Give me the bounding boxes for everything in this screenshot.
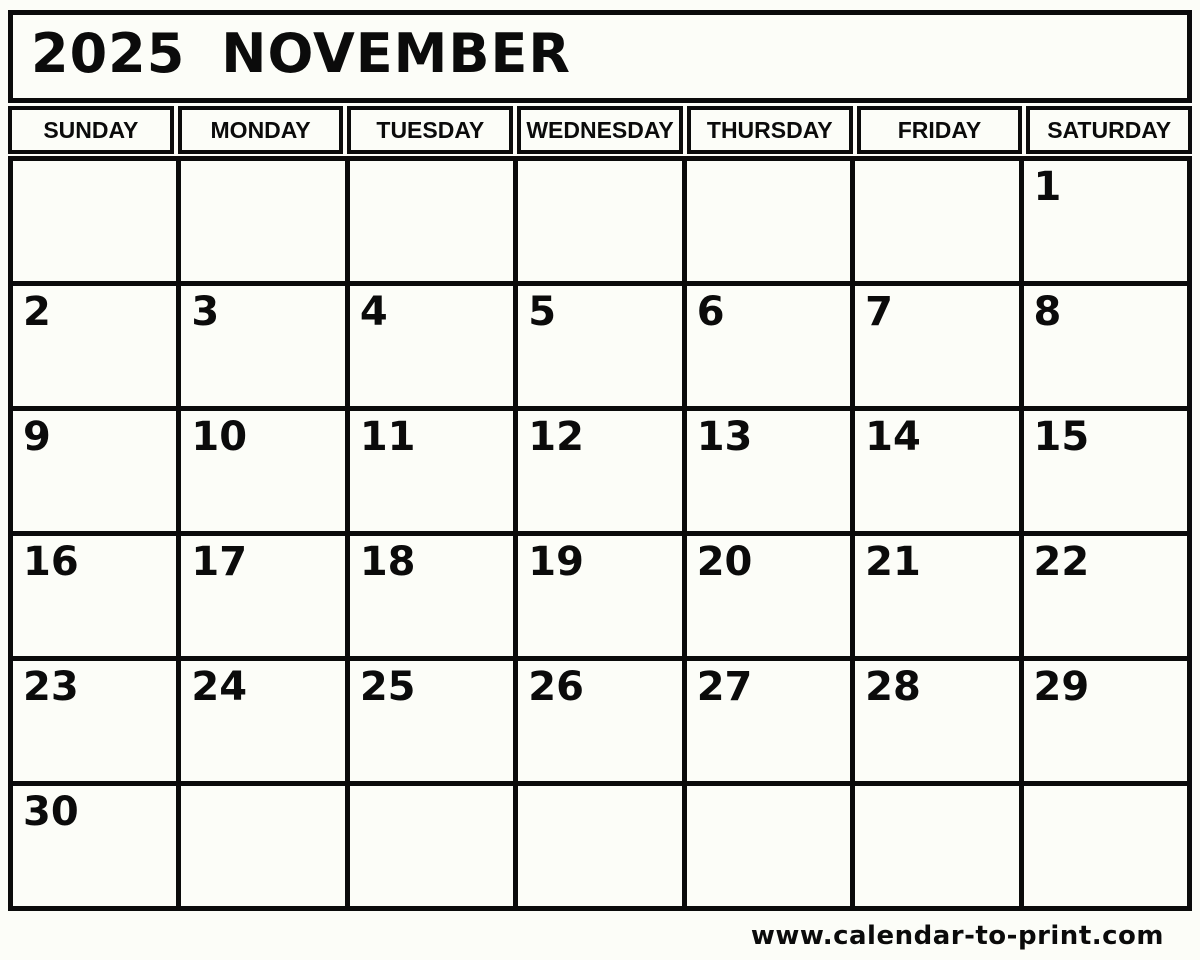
date-cell: 1	[1021, 159, 1189, 284]
date-cell: 8	[1021, 284, 1189, 409]
title-year: 2025	[31, 21, 186, 85]
calendar-title	[8, 10, 1192, 103]
date-cell: 25	[347, 659, 515, 784]
date-cell: 6	[684, 284, 852, 409]
week-row	[11, 159, 1190, 284]
date-cell: 19	[516, 534, 684, 659]
day-header-tuesday: TUESDAY	[347, 106, 513, 154]
date-cell: 17	[179, 534, 347, 659]
date-cell	[853, 159, 1021, 284]
website-url: www.calendar-to-print.com	[750, 921, 1164, 951]
week-row	[11, 284, 1190, 409]
title-month: NOVEMBER	[221, 21, 571, 85]
week-row	[11, 534, 1190, 659]
date-cell	[516, 159, 684, 284]
date-cell: 15	[1021, 409, 1189, 534]
date-cell: 18	[347, 534, 515, 659]
day-header-sunday: SUNDAY	[8, 106, 174, 154]
date-grid	[8, 156, 1192, 911]
date-cell	[179, 159, 347, 284]
date-cell	[179, 784, 347, 909]
week-row	[11, 659, 1190, 784]
date-cell: 4	[347, 284, 515, 409]
day-header-thursday: THURSDAY	[687, 106, 853, 154]
date-cell	[684, 159, 852, 284]
date-cell: 12	[516, 409, 684, 534]
week-row	[11, 784, 1190, 909]
date-cell: 13	[684, 409, 852, 534]
date-cell	[516, 784, 684, 909]
date-cell: 5	[516, 284, 684, 409]
date-cell: 11	[347, 409, 515, 534]
date-cell: 20	[684, 534, 852, 659]
day-header-monday: MONDAY	[178, 106, 344, 154]
date-cell: 2	[11, 284, 179, 409]
date-cell: 26	[516, 659, 684, 784]
date-cell: 22	[1021, 534, 1189, 659]
date-cell: 27	[684, 659, 852, 784]
date-cell	[11, 159, 179, 284]
date-cell	[347, 784, 515, 909]
date-cell: 16	[11, 534, 179, 659]
date-cell: 30	[11, 784, 179, 909]
date-cell: 23	[11, 659, 179, 784]
date-cell	[684, 784, 852, 909]
day-header-friday: FRIDAY	[857, 106, 1023, 154]
date-cell	[853, 784, 1021, 909]
date-cell	[1021, 784, 1189, 909]
date-cell: 3	[179, 284, 347, 409]
date-cell: 28	[853, 659, 1021, 784]
day-header-row	[8, 106, 1192, 154]
date-cell: 29	[1021, 659, 1189, 784]
date-cell: 21	[853, 534, 1021, 659]
date-cell	[347, 159, 515, 284]
date-cell: 7	[853, 284, 1021, 409]
week-row	[11, 409, 1190, 534]
date-cell: 24	[179, 659, 347, 784]
date-cell: 9	[11, 409, 179, 534]
day-header-wednesday: WEDNESDAY	[517, 106, 683, 154]
day-header-saturday: SATURDAY	[1026, 106, 1192, 154]
date-cell: 14	[853, 409, 1021, 534]
date-cell: 10	[179, 409, 347, 534]
